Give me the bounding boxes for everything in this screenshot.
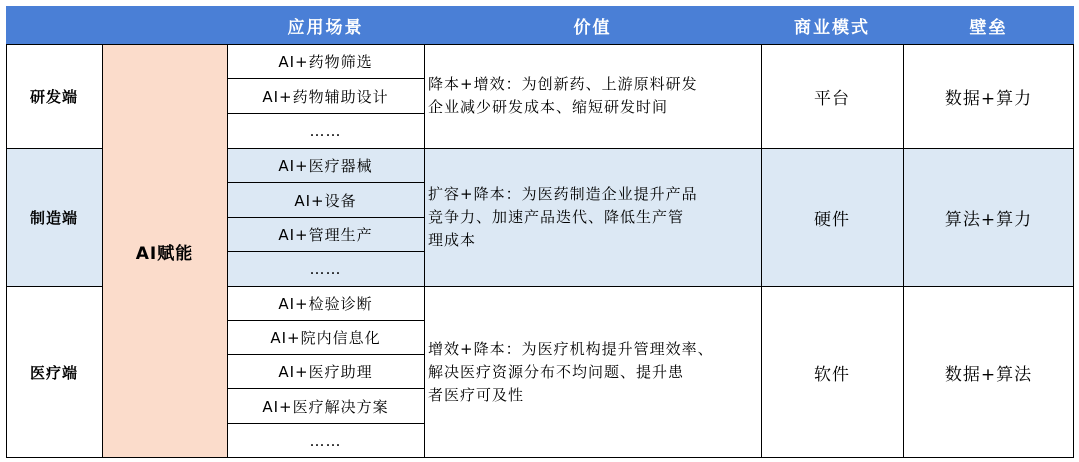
header-scene: 应用场景 — [227, 6, 424, 44]
ai-empowerment-table — [6, 6, 1074, 458]
value-line: 者医疗可及性 — [428, 385, 525, 404]
grid-line — [6, 457, 1074, 458]
business-model-rnd: 平台 — [814, 88, 850, 109]
business-model-medical: 软件 — [814, 364, 850, 385]
header-blank-1 — [6, 6, 102, 44]
barrier-rnd: 数据+算力 — [944, 88, 1033, 109]
scene-item: AI+医疗器械 — [227, 148, 424, 183]
grid-line — [227, 148, 1074, 149]
scene-item: AI+检验诊断 — [227, 286, 424, 321]
value-line: 扩容+降本：为医药制造企业提升产品 — [428, 184, 698, 203]
grid-line — [761, 44, 762, 458]
scene-item: AI+药物辅助设计 — [227, 79, 424, 114]
grid-line — [1073, 44, 1074, 458]
header-business-model: 商业模式 — [761, 6, 903, 44]
business-model-manufacturing: 硬件 — [814, 209, 850, 230]
value-text-manufacturing — [424, 148, 761, 286]
grid-line — [6, 44, 7, 458]
header-blank-2 — [102, 6, 227, 44]
scene-item: …… — [309, 260, 342, 278]
grid-line — [424, 44, 425, 458]
grid-line — [6, 286, 102, 287]
grid-line — [227, 44, 228, 458]
barrier-medical: 数据+算法 — [944, 364, 1033, 385]
row-name-rnd: 研发端 — [29, 87, 78, 106]
value-line: 增效+降本：为医疗机构提升管理效率、 — [428, 339, 714, 358]
header-value: 价值 — [424, 6, 761, 44]
value-line: 竞争力、加速产品迭代、降低生产管 — [428, 207, 685, 226]
value-line: 企业减少研发成本、缩短研发时间 — [428, 98, 669, 116]
value-line: 理成本 — [428, 230, 477, 249]
scene-item: AI+管理生产 — [227, 218, 424, 252]
value-text-rnd — [424, 44, 761, 148]
value-text-medical — [424, 286, 761, 458]
grid-line — [102, 44, 103, 458]
scene-item: …… — [309, 432, 342, 450]
scene-item: AI+医疗助理 — [227, 355, 424, 389]
grid-line — [227, 286, 1074, 287]
grid-line — [6, 148, 102, 149]
value-line: 降本+增效：为创新药、上游原料研发 — [428, 75, 698, 93]
scene-item: …… — [309, 122, 342, 140]
ai-empowerment-label: AI赋能 — [102, 44, 227, 458]
scene-item: AI+药物筛选 — [227, 44, 424, 79]
grid-line — [903, 44, 904, 458]
grid-line — [6, 44, 1074, 45]
row-name-manufacturing: 制造端 — [29, 208, 78, 227]
header-barrier: 壁垒 — [903, 6, 1074, 44]
scene-item: AI+医疗解决方案 — [227, 389, 424, 424]
scene-item: AI+院内信息化 — [227, 321, 424, 355]
scene-item: AI+设备 — [227, 183, 424, 218]
barrier-manufacturing: 算法+算力 — [944, 209, 1033, 230]
value-line: 解决医疗资源分布不均问题、提升患 — [428, 362, 685, 381]
row-name-medical: 医疗端 — [29, 363, 78, 382]
